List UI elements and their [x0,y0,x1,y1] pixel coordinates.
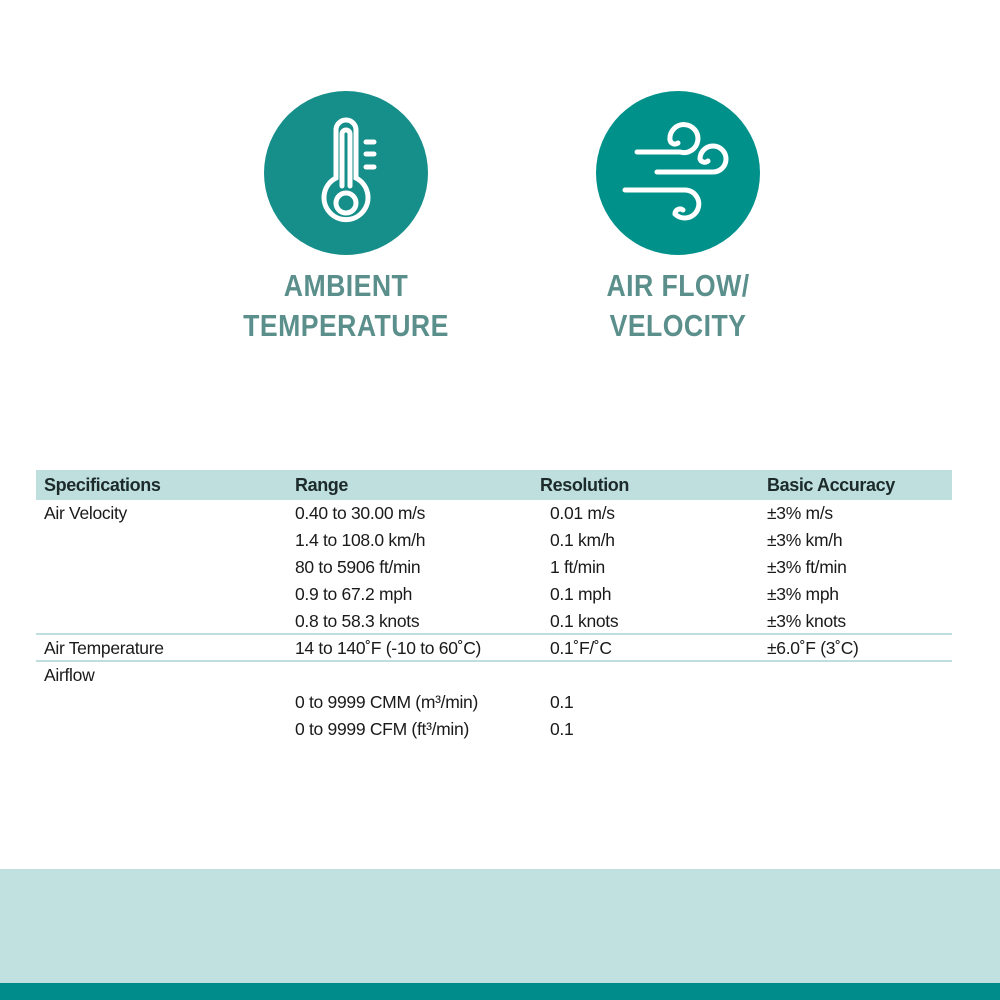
cell-resolution: 0.01 m/s [550,503,615,523]
footer-band [0,869,1000,983]
table-header [36,470,952,500]
header-range: Range [295,475,349,495]
cell-resolution: 0.1 knots [550,611,619,631]
feature-air-flow-velocity [558,90,798,346]
table-row [36,581,952,608]
specifications-table [36,470,952,743]
cell-resolution: 0.1 mph [550,584,612,604]
cell-resolution: 1 ft/min [550,557,605,577]
cell-resolution: 0.1 [550,692,574,712]
feature-label [243,266,449,346]
table-row [36,500,952,527]
label-line: AIR FLOW/ [606,268,750,303]
cell-resolution: 0.1˚F/˚C [550,638,612,658]
feature-ambient-temperature [226,90,466,346]
cell-accuracy: ±3% m/s [767,503,833,523]
footer-accent-bar [0,983,1000,1000]
cell-spec: Air Velocity [44,503,127,523]
cell-range: 0.9 to 67.2 mph [295,584,413,604]
table-row [36,662,952,689]
wind-icon [595,90,761,256]
cell-range: 0.8 to 58.3 knots [295,611,420,631]
table-row [36,554,952,581]
cell-range: 0.40 to 30.00 m/s [295,503,426,523]
cell-range: 0 to 9999 CFM (ft³/min) [295,719,469,739]
table-row [36,689,952,716]
table-row [36,716,952,743]
cell-spec: Airflow [44,665,95,685]
cell-accuracy: ±3% mph [767,584,839,604]
cell-range: 14 to 140˚F (-10 to 60˚C) [295,638,482,658]
cell-spec: Air Temperature [44,638,164,658]
feature-label [575,266,781,346]
label-line: TEMPERATURE [243,308,449,343]
cell-accuracy: ±6.0˚F (3˚C) [767,638,859,658]
cell-accuracy: ±3% ft/min [767,557,847,577]
cell-accuracy: ±3% km/h [767,530,843,550]
cell-resolution: 0.1 km/h [550,530,615,550]
thermometer-icon [263,90,429,256]
table-row [36,608,952,635]
cell-resolution: 0.1 [550,719,574,739]
header-resolution: Resolution [540,475,629,495]
table-row [36,527,952,554]
cell-range: 0 to 9999 CMM (m³/min) [295,692,479,712]
cell-range: 80 to 5906 ft/min [295,557,421,577]
header-basic-accuracy: Basic Accuracy [767,475,895,495]
cell-range: 1.4 to 108.0 km/h [295,530,426,550]
table-row [36,635,952,662]
header-specifications: Specifications [44,475,161,495]
cell-accuracy: ±3% knots [767,611,846,631]
label-line: VELOCITY [609,308,747,343]
label-line: AMBIENT [283,268,409,303]
